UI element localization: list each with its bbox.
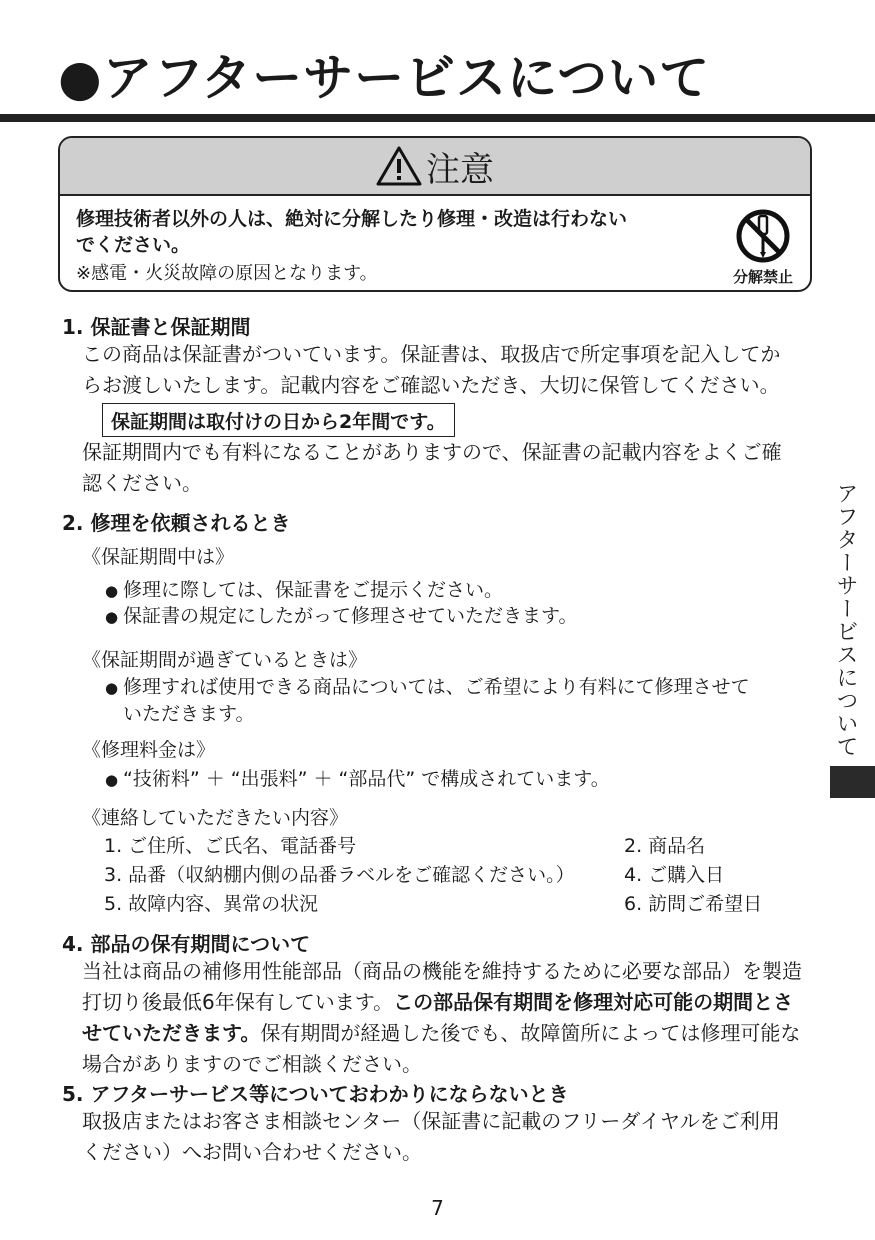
contact-item: 5. 故障内容、異常の状況: [104, 893, 319, 915]
section1-para2-line1: 保証期間内でも有料になることがありますので、保証書の記載内容をよくご確: [82, 440, 782, 464]
no-disassembly-mark: [726, 208, 800, 287]
caution-line-1: 修理技術者以外の人は、絶対に分解したり修理・改造は行わない: [76, 208, 628, 230]
section1-para1-line2: らお渡しいたします。記載内容をご確認いただき、大切に保管してください。: [82, 373, 780, 397]
after-warranty-label: 《保証期間が過ぎているときは》: [82, 649, 368, 671]
contact-item: 1. ご住所、ご氏名、電話番号: [104, 835, 357, 857]
caution-header: [60, 138, 810, 196]
bullet-icon: ●: [105, 608, 119, 626]
section1-paragraph2: [82, 437, 782, 499]
list-item: ● 修理に際しては、保証書をご提示ください。: [105, 579, 504, 601]
contact-info-label: 《連絡していただきたい内容》: [82, 807, 349, 829]
title-rule: [0, 114, 875, 122]
section4-heading: 4. 部品の保有期間について: [62, 932, 311, 956]
bullet-icon: ●: [105, 771, 119, 789]
warning-triangle-icon: [376, 145, 422, 187]
no-disassembly-icon: [735, 208, 791, 264]
section5-heading: 5. アフターサービス等についておわかりにならないとき: [62, 1082, 569, 1106]
page-number: 7: [431, 1196, 444, 1220]
contact-item: 4. ご購入日: [624, 864, 725, 886]
no-disassembly-label: 分解禁止: [732, 268, 793, 286]
contact-item: 6. 訪問ご希望日: [624, 893, 763, 915]
caution-box: [58, 136, 812, 292]
caution-text: [76, 206, 627, 258]
list-item: ● 保証書の規定にしたがって修理させていただきます。: [105, 605, 578, 627]
caution-note: ※感電・火災故障の原因となります。: [76, 263, 378, 284]
page-title: ●アフターサービスについて: [58, 49, 711, 107]
repair-fee-label: 《修理料金は》: [82, 739, 216, 761]
section1-para2-line2: 認ください。: [82, 471, 202, 495]
section5-paragraph: 取扱店またはお客さま相談センター（保証書に記載のフリーダイヤルをご利用 ください）へお問い合わせください。: [82, 1109, 780, 1164]
during-warranty-label: 《保証期間中は》: [82, 546, 235, 568]
section1-heading: 1. 保証書と保証期間: [62, 315, 251, 339]
section1-para1-line1: この商品は保証書がついています。保証書は、取扱店で所定事項を記入してか: [82, 342, 781, 366]
section2-heading: 2. 修理を依頼されるとき: [62, 511, 291, 535]
side-tab-marker: [830, 766, 875, 798]
warranty-period-highlight: 保証期間は取付けの日から2年間です。: [102, 403, 455, 437]
caution-title: 注意: [426, 149, 494, 190]
contact-item: 2. 商品名: [624, 835, 706, 857]
section1-paragraph1: [82, 339, 780, 401]
caution-line-2: でください。: [76, 234, 191, 256]
side-tab-label: アフターサービスについて: [833, 482, 858, 758]
list-item: ● 修理すれば使用できる商品については、ご希望により有料にて修理させて いただきます。: [105, 676, 750, 725]
contact-item: 3. 品番（収納棚内側の品番ラベルをご確認ください。）: [104, 864, 575, 886]
list-item: ● “技術料” ＋ “出張料” ＋ “部品代” で構成されています。: [105, 768, 610, 790]
section4-paragraph: 当社は商品の補修用性能部品（商品の機能を維持するために必要な部品）を製造 打切り後最低6年保有しています。この部品保有期間を修理対応可能の期間とさ せていただきます。保有期間が経過した後でも、故障箇所によっては修理可能な 場合がありますのでご相談ください。: [82, 959, 802, 1076]
bullet-icon: ●: [105, 679, 119, 697]
bullet-icon: ●: [105, 582, 119, 600]
